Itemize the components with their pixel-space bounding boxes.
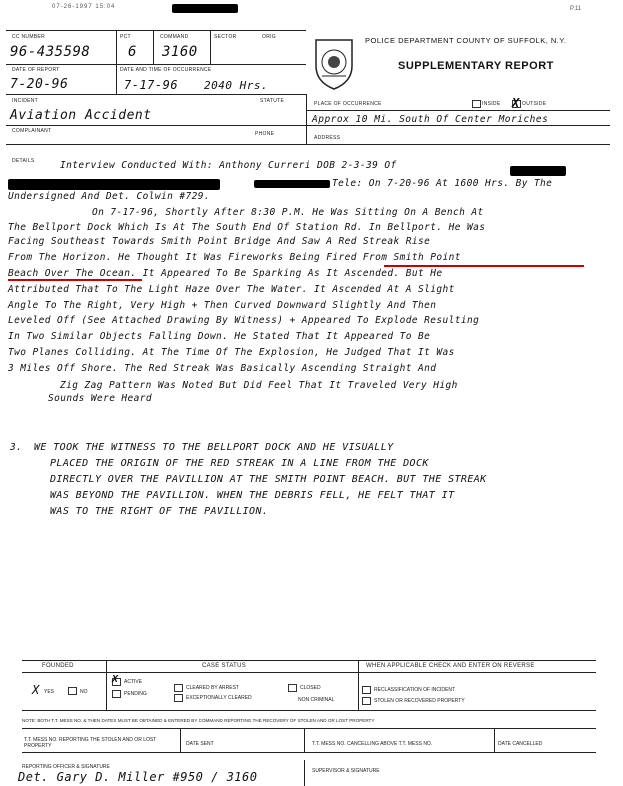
narrative-line: Interview Conducted With: Anthony Curreri DOB 2-3-39 Of: [60, 160, 397, 171]
narrative-line: On 7-17-96, Shortly After 8:30 P.M. He Was Sitting On A Bench At: [92, 207, 484, 218]
narrative-line: Tele: On 7-20-96 At 1600 Hrs. By The: [332, 178, 553, 189]
form-col-line-2: [153, 30, 154, 64]
date-of-report-value: 7-20-96: [10, 77, 69, 92]
tt-col-1: [180, 728, 181, 752]
tt-cancelling-label: T.T. MESS NO. CANCELLING ABOVE T.T. MESS NO.: [312, 741, 433, 747]
date-cancelled-label: DATE CANCELLED: [498, 741, 543, 747]
status-closed-checkbox: [288, 684, 297, 692]
status-box-top: [22, 660, 596, 661]
form-row-line-4: [6, 144, 610, 145]
form-row-line-1: [6, 64, 306, 65]
command-label: COMMAND: [160, 34, 189, 40]
form-row-line-3: [6, 125, 610, 126]
paragraph-2-number: 3.: [10, 442, 23, 453]
narrative-line: WE TOOK THE WITNESS TO THE BELLPORT DOCK AND HE VISUALLY: [34, 442, 394, 453]
narrative-line: Zig Zag Pattern Was Noted But Did Feel That It Traveled Very High: [60, 380, 458, 391]
reclassification-checkbox: [362, 686, 371, 694]
pct-label: PCT: [120, 34, 131, 40]
form-row-line-2: [6, 94, 306, 95]
status-col-2: [358, 660, 359, 710]
supervisor-label: SUPERVISOR & SIGNATURE: [312, 768, 380, 774]
narrative-line: DIRECTLY OVER THE PAVILLION AT THE SMITH POINT BEACH. BUT THE STREAK: [50, 474, 487, 485]
narrative-line: From The Horizon. He Thought It Was Fireworks Being Fired From Smith Point: [8, 252, 461, 263]
narrative-line: Beach Over The Ocean. It Appeared To Be Sparking As It Ascended. But He: [8, 268, 443, 279]
reverse-option-reclassification: RECLASSIFICATION OF INCIDENT: [374, 687, 456, 693]
tt-reporting-label: T.T. MESS NO. REPORTING THE STOLEN AND OR LOST PROPERTY: [24, 737, 157, 749]
founded-no-checkbox: [68, 687, 77, 695]
narrative-line: WAS TO THE RIGHT OF THE PAVILLION.: [50, 506, 269, 517]
narrative-line: 3 Miles Off Shore. The Red Streak Was Basically Ascending Straight And: [8, 363, 437, 374]
reporting-officer-label: REPORTING OFFICER & SIGNATURE: [22, 764, 110, 770]
status-cleared-arrest-checkbox: [174, 684, 183, 692]
form-col-line-4: [306, 94, 307, 144]
status-option-non-criminal: NON CRIMINAL: [298, 697, 335, 703]
tt-row-top: [22, 728, 596, 729]
sector-label: SECTOR: [214, 34, 237, 40]
tt-note: NOTE: BOTH T.T. MESS NO. & THEN DATES MUST BE OBTAINED & ENTERED BY COMMAND REPORTING THE RECOVERY OF STOLEN AND OR LOST PROPERTY: [22, 718, 375, 723]
status-box-bottom: [22, 710, 596, 711]
status-option-closed: CLOSED: [300, 685, 321, 691]
tt-col-3: [494, 728, 495, 752]
fax-page-number: P.11: [570, 6, 582, 12]
narrative-line: PLACED THE ORIGIN OF THE RED STREAK IN A LINE FROM THE DOCK: [50, 458, 429, 469]
report-type: SUPPLEMENTARY REPORT: [398, 60, 554, 72]
department-title: POLICE DEPARTMENT COUNTY OF SUFFOLK, N.Y.: [365, 36, 567, 45]
narrative-line: Two Planes Colliding. At The Time Of The Explosion, He Judged That It Was: [8, 347, 455, 358]
narrative-line: Leveled Off (See Attached Drawing By Witness) + Appeared To Explode Resulting: [8, 315, 480, 326]
status-pending-checkbox: [112, 690, 121, 698]
form-row-line-5: [306, 110, 610, 111]
statute-label: STATUTE: [260, 98, 285, 104]
status-option-cleared-arrest: CLEARED BY ARREST: [186, 685, 239, 691]
status-active-mark: X: [112, 674, 119, 685]
phone-label: PHONE: [255, 131, 275, 137]
status-option-pending: PENDING: [124, 691, 147, 697]
narrative-line: Angle To The Right, Very High + Then Curved Downward Slightly And Then: [8, 300, 437, 311]
narrative-line: Undersigned And Det. Colwin #729.: [8, 191, 210, 202]
status-col-1: [106, 660, 107, 710]
place-label: PLACE OF OCCURRENCE: [314, 101, 382, 107]
outside-label: OUTSIDE: [522, 101, 547, 107]
narrative-line: In Two Similar Objects Falling Down. He Stated That It Appeared To Be: [8, 331, 431, 342]
inside-checkbox: [472, 100, 481, 108]
founded-yes-mark: X: [32, 683, 40, 697]
details-label: DETAILS: [12, 158, 35, 164]
fax-timestamp: 07-26-1997 15:04: [52, 4, 116, 10]
form-col-line-1: [116, 30, 117, 94]
police-seal-icon: [313, 36, 355, 92]
fax-header-redaction: [172, 4, 238, 13]
narrative-line: Facing Southeast Towards Smith Point Bridge And Saw A Red Streak Rise: [8, 236, 431, 247]
founded-no-label: NO: [80, 689, 88, 695]
command-value: 3160: [162, 44, 198, 60]
outside-check-mark: X: [512, 96, 520, 110]
redaction-address-bar: [8, 179, 220, 190]
status-option-active: ACTIVE: [124, 679, 143, 685]
occurrence-date-value: 7-17-96: [124, 78, 179, 92]
redaction-phone-bar: [254, 180, 330, 188]
place-value: Approx 10 Mi. South Of Center Moriches: [312, 114, 549, 125]
narrative-line: Sounds Were Heard: [48, 393, 153, 404]
tt-row-bottom: [22, 752, 596, 753]
status-box-header-line: [22, 672, 596, 673]
narrative-line: WAS BEYOND THE PAVILLION. WHEN THE DEBRIS FELL, HE FELT THAT IT: [50, 490, 455, 501]
narrative-line: Attributed That To The Light Haze Over The Water. It Ascended At A Slight: [8, 284, 455, 295]
occurrence-time-value: 2040 Hrs.: [204, 79, 269, 92]
orig-label: ORIG: [262, 34, 276, 40]
check-note-label: WHEN APPLICABLE CHECK AND ENTER ON REVERSE: [366, 663, 535, 669]
founded-label: FOUNDED: [42, 663, 74, 669]
incident-value: Aviation Accident: [10, 108, 152, 123]
complainant-label: COMPLAINANT: [12, 128, 52, 134]
underline-saw-red-streak: [384, 265, 584, 267]
reverse-option-stolen: STOLEN OR RECOVERED PROPERTY: [374, 698, 465, 704]
date-of-report-label: DATE OF REPORT: [12, 67, 60, 73]
incident-label: INCIDENT: [12, 98, 39, 104]
cc-number-label: CC NUMBER: [12, 34, 45, 40]
occurrence-label: DATE AND TIME OF OCCURRENCE: [120, 67, 212, 73]
redaction-name-bar: [510, 166, 566, 176]
form-col-line-3: [210, 30, 211, 64]
inside-label: INSIDE: [482, 101, 501, 107]
case-status-label: CASE STATUS: [202, 663, 247, 669]
tt-col-2: [304, 728, 305, 752]
stolen-property-checkbox: [362, 697, 371, 705]
officer-signature: Det. Gary D. Miller #950 / 3160: [18, 770, 258, 784]
status-exceptional-checkbox: [174, 694, 183, 702]
address-label: ADDRESS: [314, 135, 341, 141]
signature-divider: [304, 760, 305, 786]
status-option-exceptional: EXCEPTIONALLY CLEARED: [186, 695, 252, 701]
underline-from-horizon: [8, 279, 142, 281]
cc-number-value: 96-435598: [10, 44, 91, 60]
founded-yes-label: YES: [44, 689, 55, 695]
pct-value: 6: [128, 44, 137, 60]
narrative-line: The Bellport Dock Which Is At The South End Of Station Rd. In Bellport. He Was: [8, 222, 486, 233]
date-sent-label: DATE SENT: [186, 741, 214, 747]
form-top-border: [6, 30, 306, 31]
